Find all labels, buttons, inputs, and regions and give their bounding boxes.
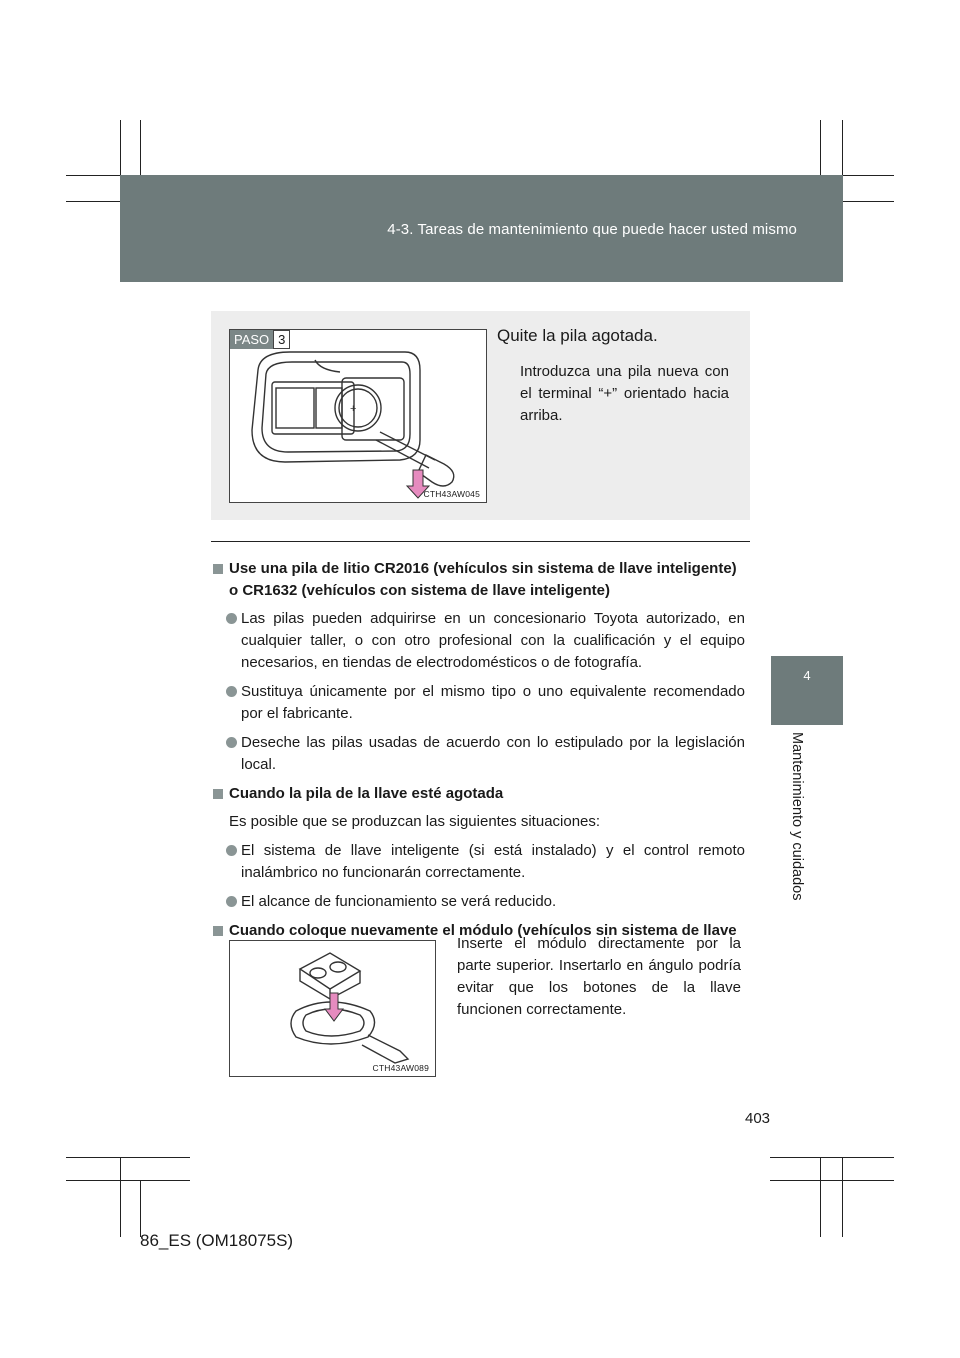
step-badge-number: 3	[273, 330, 290, 349]
step-title: Quite la pila agotada.	[497, 326, 658, 345]
crop-mark	[120, 1157, 121, 1237]
crop-mark	[770, 1157, 894, 1158]
crop-mark	[66, 1180, 190, 1181]
bullet-icon	[226, 896, 237, 907]
key-battery-illustration	[230, 330, 486, 502]
square-marker-icon	[213, 926, 223, 936]
page-number: 403	[745, 1110, 771, 1127]
list-item: Sustituya únicamente por el mismo tipo o uno equivalente recomendado por el fabricante.	[213, 681, 745, 725]
section-heading: Cuando coloque nuevamente el módulo (vehículos sin sistema de llave	[213, 920, 745, 964]
step-box	[211, 311, 750, 520]
list-item: Las pilas pueden adquirirse en un concesionario Toyota autorizado, en cualquier taller, o con otro profesional con la cualificación y el equipo necesarios, en tiendas de electrodomésticos o de fotografía.	[213, 608, 745, 674]
svg-text:+: +	[350, 403, 357, 415]
document-code: 86_ES (OM18075S)	[140, 1231, 294, 1250]
crop-mark	[842, 1157, 843, 1237]
section-title: 4-3. Tareas de mantenimiento que puede hacer usted mismo	[387, 221, 797, 238]
module-insert-text: Inserte el módulo directamente por la parte superior. Insertarlo en ángulo podría evitar que los botones de la llave funcionen correctamente.	[457, 935, 741, 1018]
list-item: El alcance de funcionamiento se verá reducido.	[213, 891, 745, 913]
bullet-icon	[226, 737, 237, 748]
chapter-label	[787, 732, 807, 901]
header-band	[120, 175, 843, 282]
crop-mark	[140, 1180, 141, 1237]
module-insert-figure	[229, 940, 436, 1077]
chapter-tab	[771, 656, 843, 725]
divider	[211, 541, 750, 542]
bullet-icon	[226, 845, 237, 856]
crop-mark	[770, 1180, 894, 1181]
list-item: Deseche las pilas usadas de acuerdo con lo estipulado por la legislación local.	[213, 732, 745, 776]
square-marker-icon	[213, 789, 223, 799]
bullet-icon	[226, 613, 237, 624]
square-marker-icon	[213, 564, 223, 574]
crop-mark	[66, 1157, 190, 1158]
step-badge-label: PASO	[230, 330, 273, 349]
section-heading: Use una pila de litio CR2016 (vehículos sin sistema de llave inteligente) o CR1632 (vehículos con sistema de llave inteligente)	[213, 558, 745, 602]
figure-code: CTH43AW089	[372, 1063, 429, 1073]
chapter-number: 4	[803, 668, 811, 683]
notes	[213, 558, 745, 970]
key-module-illustration	[230, 941, 435, 1076]
battery-removal-figure	[229, 329, 487, 503]
step-description: Introduzca una pila nueva con el terminal “+” orientado hacia arriba.	[520, 363, 729, 424]
crop-mark	[820, 1157, 821, 1237]
section-intro: Es posible que se produzcan las siguientes situaciones:	[229, 813, 601, 830]
list-item: El sistema de llave inteligente (si está instalado) y el control remoto inalámbrico no funcionarán correctamente.	[213, 840, 745, 884]
chapter-title: Mantenimiento y cuidados	[789, 732, 805, 901]
section-heading: Cuando la pila de la llave esté agotada	[213, 783, 745, 805]
bullet-icon	[226, 686, 237, 697]
figure-code: CTH43AW045	[423, 489, 480, 499]
